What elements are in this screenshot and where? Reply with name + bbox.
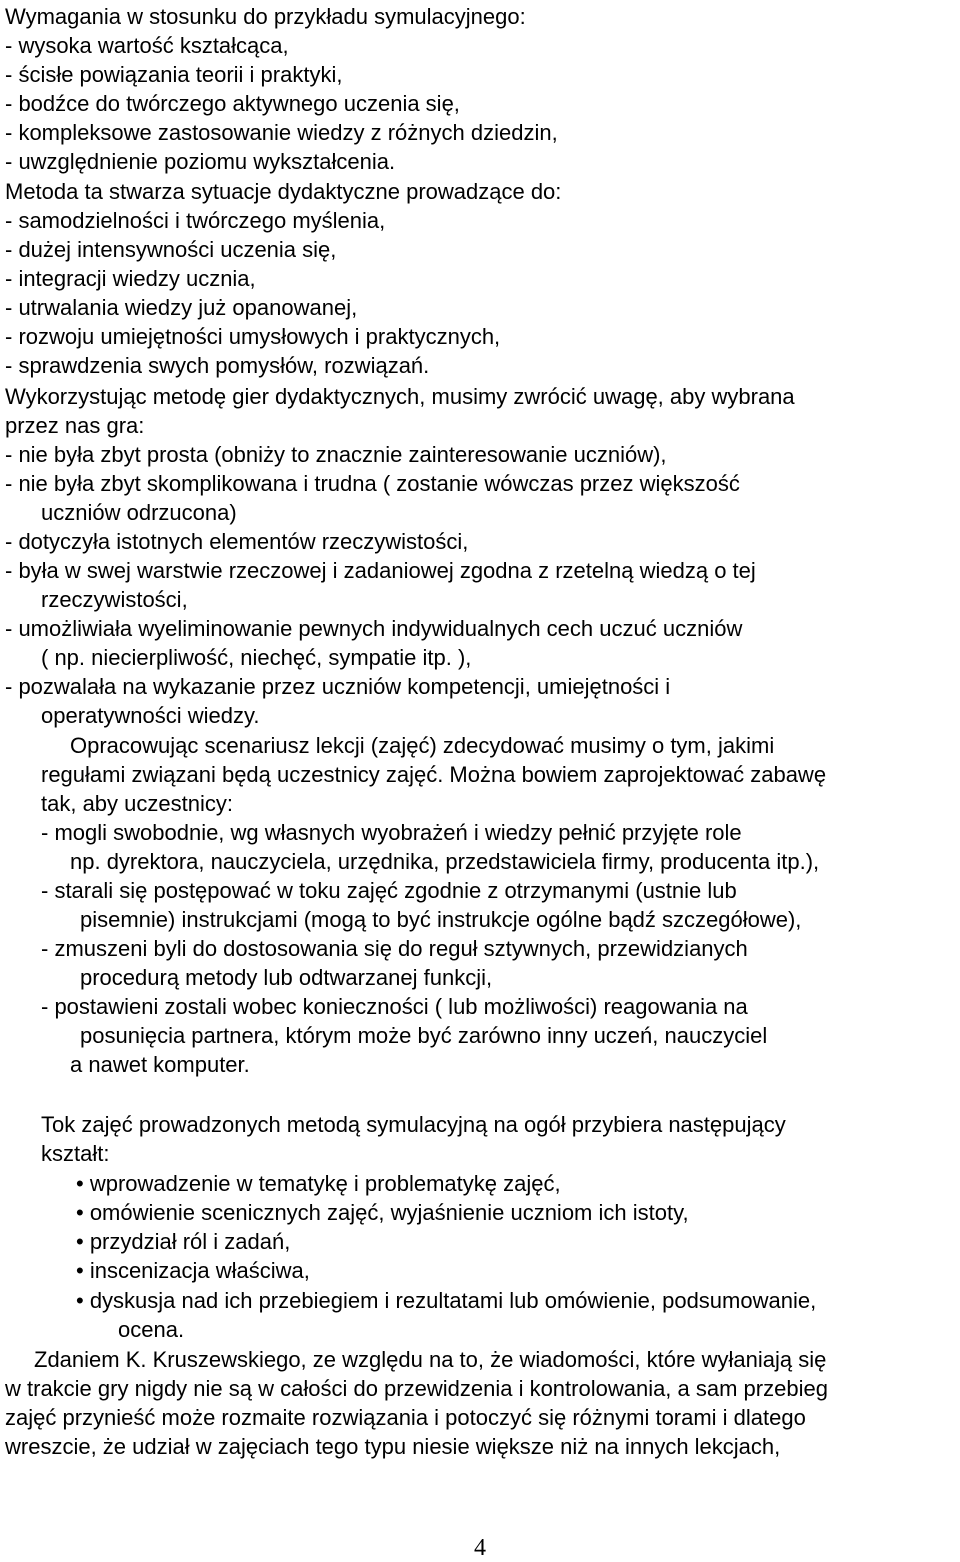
text-line: pisemnie) instrukcjami (mogą to być instrukcje ogólne bądź szczegółowe), [80, 907, 802, 932]
text-line: - nie była zbyt skomplikowana i trudna ( zostanie wówczas przez większość [5, 471, 740, 496]
text-line: np. dyrektora, nauczyciela, urzędnika, przedstawiciela firmy, producenta itp.), [70, 849, 820, 874]
text-line: - samodzielności i twórczego myślenia, [5, 208, 386, 233]
text-line: operatywności wiedzy. [41, 703, 260, 728]
text-line: Wymagania w stosunku do przykładu symulacyjnego: [5, 4, 526, 29]
text-line: • omówienie scenicznych zajęć, wyjaśnienie uczniom ich istoty, [76, 1200, 689, 1225]
text-line: - była w swej warstwie rzeczowej i zadaniowej zgodna z rzetelną wiedzą o tej [5, 558, 756, 583]
text-line: Metoda ta stwarza sytuacje dydaktyczne prowadzące do: [5, 179, 562, 204]
text-line: • inscenizacja właściwa, [76, 1258, 310, 1283]
text-line: ( np. niecierpliwość, niechęć, sympatie itp. ), [41, 645, 472, 670]
text-line: Wykorzystując metodę gier dydaktycznych, musimy zwrócić uwagę, aby wybrana [5, 384, 795, 409]
text-line: - starali się postępować w toku zajęć zgodnie z otrzymanymi (ustnie lub [41, 878, 737, 903]
text-line: - ścisłe powiązania teorii i praktyki, [5, 62, 343, 87]
text-line: - mogli swobodnie, wg własnych wyobrażeń i wiedzy pełnić przyjęte role [41, 820, 742, 845]
text-line: - dużej intensywności uczenia się, [5, 237, 337, 262]
text-line: uczniów odrzucona) [41, 500, 237, 525]
text-line: - wysoka wartość kształcąca, [5, 33, 289, 58]
text-line: - pozwalała na wykazanie przez uczniów kompetencji, umiejętności i [5, 674, 671, 699]
text-line: Tok zajęć prowadzonych metodą symulacyjną na ogół przybiera następujący [41, 1112, 786, 1137]
text-line: - utrwalania wiedzy już opanowanej, [5, 295, 358, 320]
text-line: - bodźce do twórczego aktywnego uczenia się, [5, 91, 460, 116]
text-line: przez nas gra: [5, 413, 145, 438]
text-line: - integracji wiedzy ucznia, [5, 266, 256, 291]
text-line: • dyskusja nad ich przebiegiem i rezultatami lub omówienie, podsumowanie, [76, 1288, 817, 1313]
text-line: - uwzględnienie poziomu wykształcenia. [5, 149, 396, 174]
text-line: - postawieni zostali wobec konieczności ( lub możliwości) reagowania na [41, 994, 748, 1019]
page-number: 4 [474, 1535, 486, 1561]
text-line: - rozwoju umiejętności umysłowych i praktycznych, [5, 324, 501, 349]
text-line: regułami związani będą uczestnicy zajęć. Można bowiem zaprojektować zabawę [41, 762, 827, 787]
text-line: tak, aby uczestnicy: [41, 791, 233, 816]
text-line: - kompleksowe zastosowanie wiedzy z różnych dziedzin, [5, 120, 558, 145]
text-line: rzeczywistości, [41, 587, 188, 612]
text-line: wreszcie, że udział w zajęciach tego typu niesie większe niż na innych lekcjach, [5, 1434, 781, 1459]
text-line: - umożliwiała wyeliminowanie pewnych indywidualnych cech uczuć uczniów [5, 616, 743, 641]
text-line: - dotyczyła istotnych elementów rzeczywistości, [5, 529, 469, 554]
text-line: w trakcie gry nigdy nie są w całości do przewidzenia i kontrolowania, a sam przebieg [5, 1376, 828, 1401]
text-line: - sprawdzenia swych pomysłów, rozwiązań. [5, 353, 430, 378]
text-line: ocena. [118, 1317, 185, 1342]
text-line: - nie była zbyt prosta (obniży to znacznie zainteresowanie uczniów), [5, 442, 667, 467]
text-line: • wprowadzenie w tematykę i problematykę zajęć, [76, 1171, 561, 1196]
text-line: posunięcia partnera, którym może być zarówno inny uczeń, nauczyciel [80, 1023, 768, 1048]
text-line: procedurą metody lub odtwarzanej funkcji, [80, 965, 493, 990]
text-line: a nawet komputer. [70, 1052, 250, 1077]
text-line: zajęć przynieść może rozmaite rozwiązania i potoczyć się różnymi torami i dlatego [5, 1405, 806, 1430]
text-line: Zdaniem K. Kruszewskiego, ze względu na to, że wiadomości, które wyłaniają się [34, 1347, 827, 1372]
text-line: - zmuszeni byli do dostosowania się do reguł sztywnych, przewidzianych [41, 936, 748, 961]
text-line: kształt: [41, 1141, 110, 1166]
text-line: Opracowując scenariusz lekcji (zajęć) zdecydować musimy o tym, jakimi [70, 733, 775, 758]
text-line: • przydział ról i zadań, [76, 1229, 291, 1254]
